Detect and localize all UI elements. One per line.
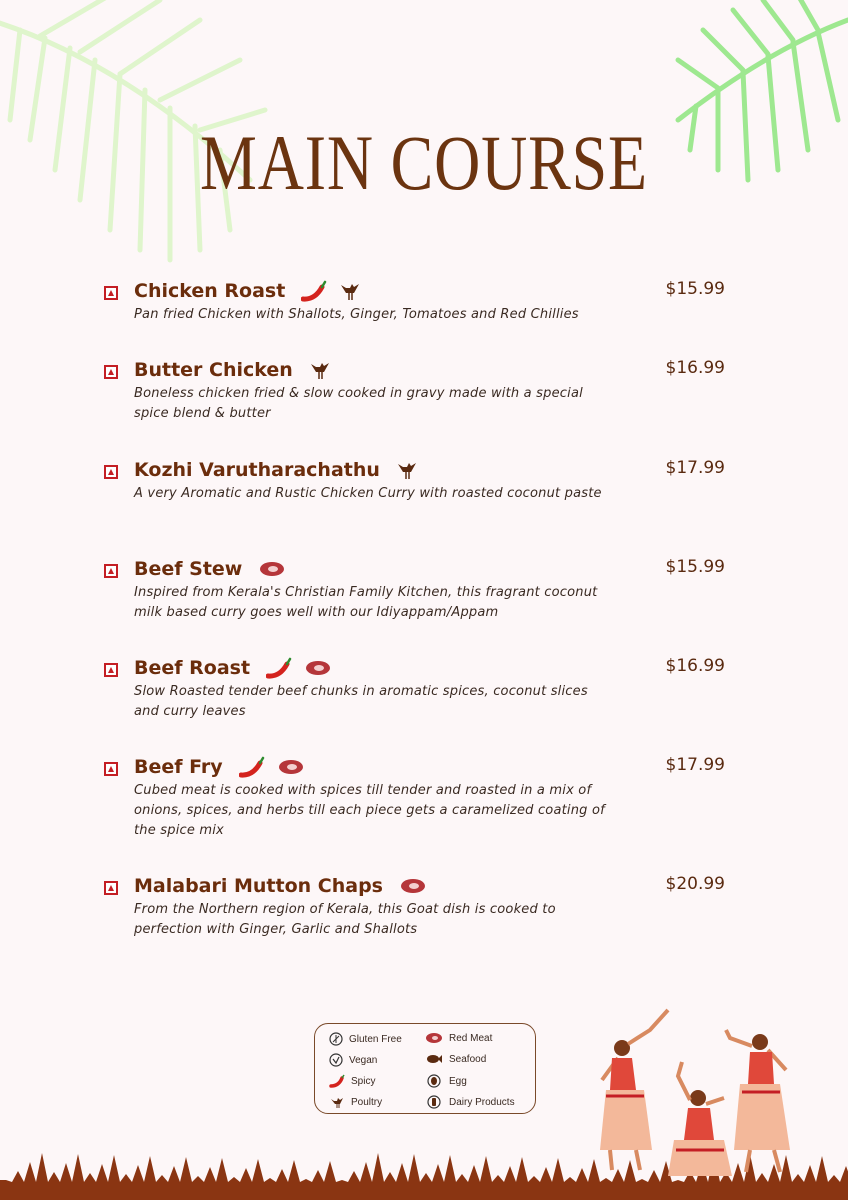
item-price: $16.99 bbox=[665, 358, 725, 378]
item-price: $17.99 bbox=[665, 458, 725, 478]
item-name: Beef Stew bbox=[134, 558, 243, 580]
legend-dairy: Dairy Products bbox=[425, 1095, 515, 1109]
legend-gluten-free: Gluten Free bbox=[329, 1032, 402, 1046]
chicken-icon bbox=[396, 459, 418, 481]
legend-poultry: Poultry bbox=[329, 1095, 382, 1109]
chili-icon bbox=[266, 657, 292, 679]
item-description: Cubed meat is cooked with spices till tender and roasted in a mix of onions, spices, and herbs till each piece gets a caramelized coating of the spice mix bbox=[134, 783, 605, 838]
non-veg-marker-icon bbox=[104, 564, 118, 578]
egg-icon bbox=[425, 1074, 443, 1088]
item-name: Chicken Roast bbox=[134, 280, 286, 302]
item-price: $16.99 bbox=[665, 656, 725, 676]
dairy-icon bbox=[425, 1095, 443, 1109]
legend-egg: Egg bbox=[425, 1074, 467, 1088]
item-name-row bbox=[134, 875, 427, 897]
item-tags bbox=[301, 280, 361, 302]
red-meat-icon bbox=[399, 877, 427, 895]
red-meat-icon bbox=[258, 560, 286, 578]
item-name: Beef Roast bbox=[134, 657, 251, 679]
item-description: Inspired from Kerala's Christian Family Kitchen, this fragrant coconut milk based curry goes well with our Idiyappam/Appam bbox=[134, 585, 598, 620]
chili-icon bbox=[239, 756, 265, 778]
item-tags bbox=[266, 657, 332, 679]
chili-icon bbox=[329, 1074, 345, 1088]
item-tags bbox=[399, 877, 427, 895]
legend-red-meat: Red Meat bbox=[425, 1032, 492, 1044]
item-description: Boneless chicken fried & slow cooked in gravy made with a special spice blend & butter bbox=[134, 386, 583, 421]
legend-spicy: Spicy bbox=[329, 1074, 375, 1088]
chicken-icon bbox=[309, 359, 331, 381]
item-name-row bbox=[134, 359, 331, 381]
item-name: Malabari Mutton Chaps bbox=[134, 875, 383, 897]
non-veg-marker-icon bbox=[104, 286, 118, 300]
item-price: $20.99 bbox=[665, 874, 725, 894]
item-name-row bbox=[134, 657, 332, 679]
item-tags bbox=[258, 560, 286, 578]
chicken-icon bbox=[329, 1095, 345, 1109]
item-name-row bbox=[134, 459, 418, 481]
red-meat-icon bbox=[425, 1032, 443, 1044]
item-name: Kozhi Varutharachathu bbox=[134, 459, 380, 481]
non-veg-marker-icon bbox=[104, 762, 118, 776]
gluten-free-icon bbox=[329, 1032, 343, 1046]
item-name-row bbox=[134, 756, 305, 778]
item-name: Butter Chicken bbox=[134, 359, 293, 381]
item-price: $17.99 bbox=[665, 755, 725, 775]
dancers-illustration bbox=[590, 1000, 810, 1185]
page-title: MAIN COURSE bbox=[200, 119, 648, 206]
legend-seafood: Seafood bbox=[425, 1053, 486, 1065]
dietary-legend bbox=[314, 1023, 536, 1114]
red-meat-icon bbox=[304, 659, 332, 677]
chicken-icon bbox=[339, 280, 361, 302]
item-name: Beef Fry bbox=[134, 756, 223, 778]
legend-vegan: Vegan bbox=[329, 1053, 377, 1067]
item-name-row bbox=[134, 280, 361, 302]
item-name-row bbox=[134, 558, 286, 580]
item-description: From the Northern region of Kerala, this Goat dish is cooked to perfection with Ginger, Garlic and Shallots bbox=[134, 902, 556, 937]
item-description: Slow Roasted tender beef chunks in aromatic spices, coconut slices and curry leaves bbox=[134, 684, 588, 719]
item-tags bbox=[309, 359, 331, 381]
chili-icon bbox=[301, 280, 327, 302]
non-veg-marker-icon bbox=[104, 881, 118, 895]
red-meat-icon bbox=[277, 758, 305, 776]
non-veg-marker-icon bbox=[104, 465, 118, 479]
fish-icon bbox=[425, 1053, 443, 1065]
item-description: A very Aromatic and Rustic Chicken Curry with roasted coconut paste bbox=[134, 486, 602, 501]
non-veg-marker-icon bbox=[104, 663, 118, 677]
item-price: $15.99 bbox=[665, 557, 725, 577]
item-description: Pan fried Chicken with Shallots, Ginger, Tomatoes and Red Chillies bbox=[134, 307, 579, 322]
item-tags bbox=[396, 459, 418, 481]
item-price: $15.99 bbox=[665, 279, 725, 299]
item-tags bbox=[239, 756, 305, 778]
vegan-icon bbox=[329, 1053, 343, 1067]
non-veg-marker-icon bbox=[104, 365, 118, 379]
